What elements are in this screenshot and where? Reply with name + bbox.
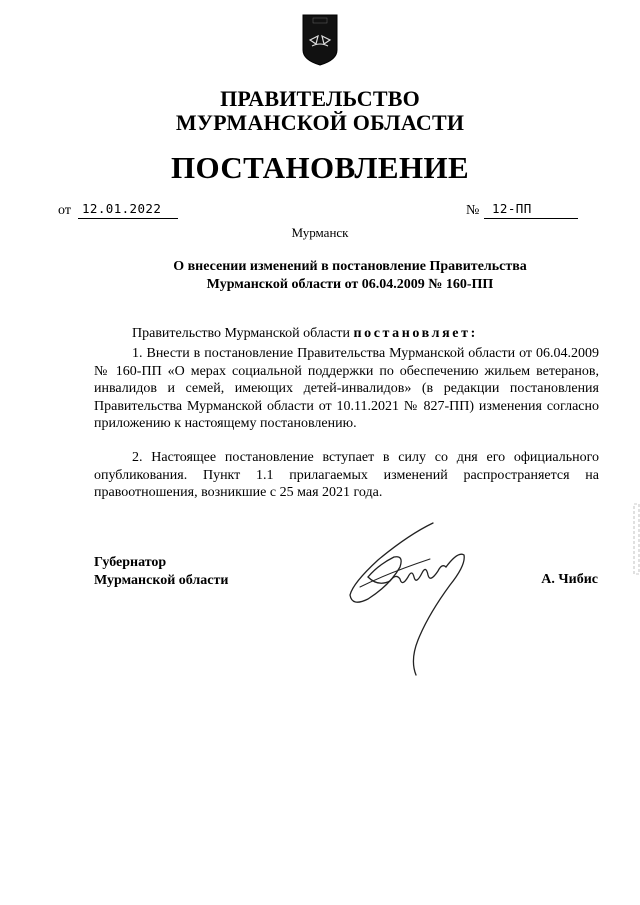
subject-line2: Мурманской области от 06.04.2009 № 160-ПП [206,277,494,292]
intro-verb: постановляет: [353,326,478,341]
signer-title [94,554,228,590]
coat-of-arms-icon [302,14,338,66]
number-value: 12-ПП [484,200,578,219]
item-2-paragraph: 2. Настоящее постановление вступает в силу со дня его официального опубликования. Пункт 1.1 прилагаемых изменений распространяется на правоотношения, возникшие с 25 мая 2021 года. [94,450,599,501]
number-label: № [466,203,480,218]
intro-lead: Правительство Мурманской области [132,326,354,341]
page-edge-mark [632,500,640,580]
handwritten-signature-icon [338,515,478,685]
signer-title-line2: Мурманской области [94,573,229,588]
intro-paragraph [132,325,552,343]
subject-line1: О внесении изменений в постановление Правительства [173,259,527,274]
date-label: от [58,203,71,218]
signer-title-line1: Губернатор [94,555,167,570]
government-name-line2: МУРМАНСКОЙ ОБЛАСТИ [175,110,465,135]
signer-name: А. Чибис [541,572,598,587]
date-value: 12.01.2022 [78,200,178,219]
item-1-paragraph: 1. Внести в постановление Правительства Мурманской области от 06.04.2009 № 160-ПП «О мерах социальной поддержки по обеспечению жильем ветеранов, инвалидов и семей, имеющих детей-инвалидов» (в редакции постановления Правительства Мурманской области от 10.11.2021 № 827-ПП) изменения согласно приложению к настоящему постановлению. [94,346,599,432]
city-name: Мурманск [291,225,349,240]
government-name-line1: ПРАВИТЕЛЬСТВО [220,86,420,111]
document-type-title: ПОСТАНОВЛЕНИЕ [170,150,470,185]
